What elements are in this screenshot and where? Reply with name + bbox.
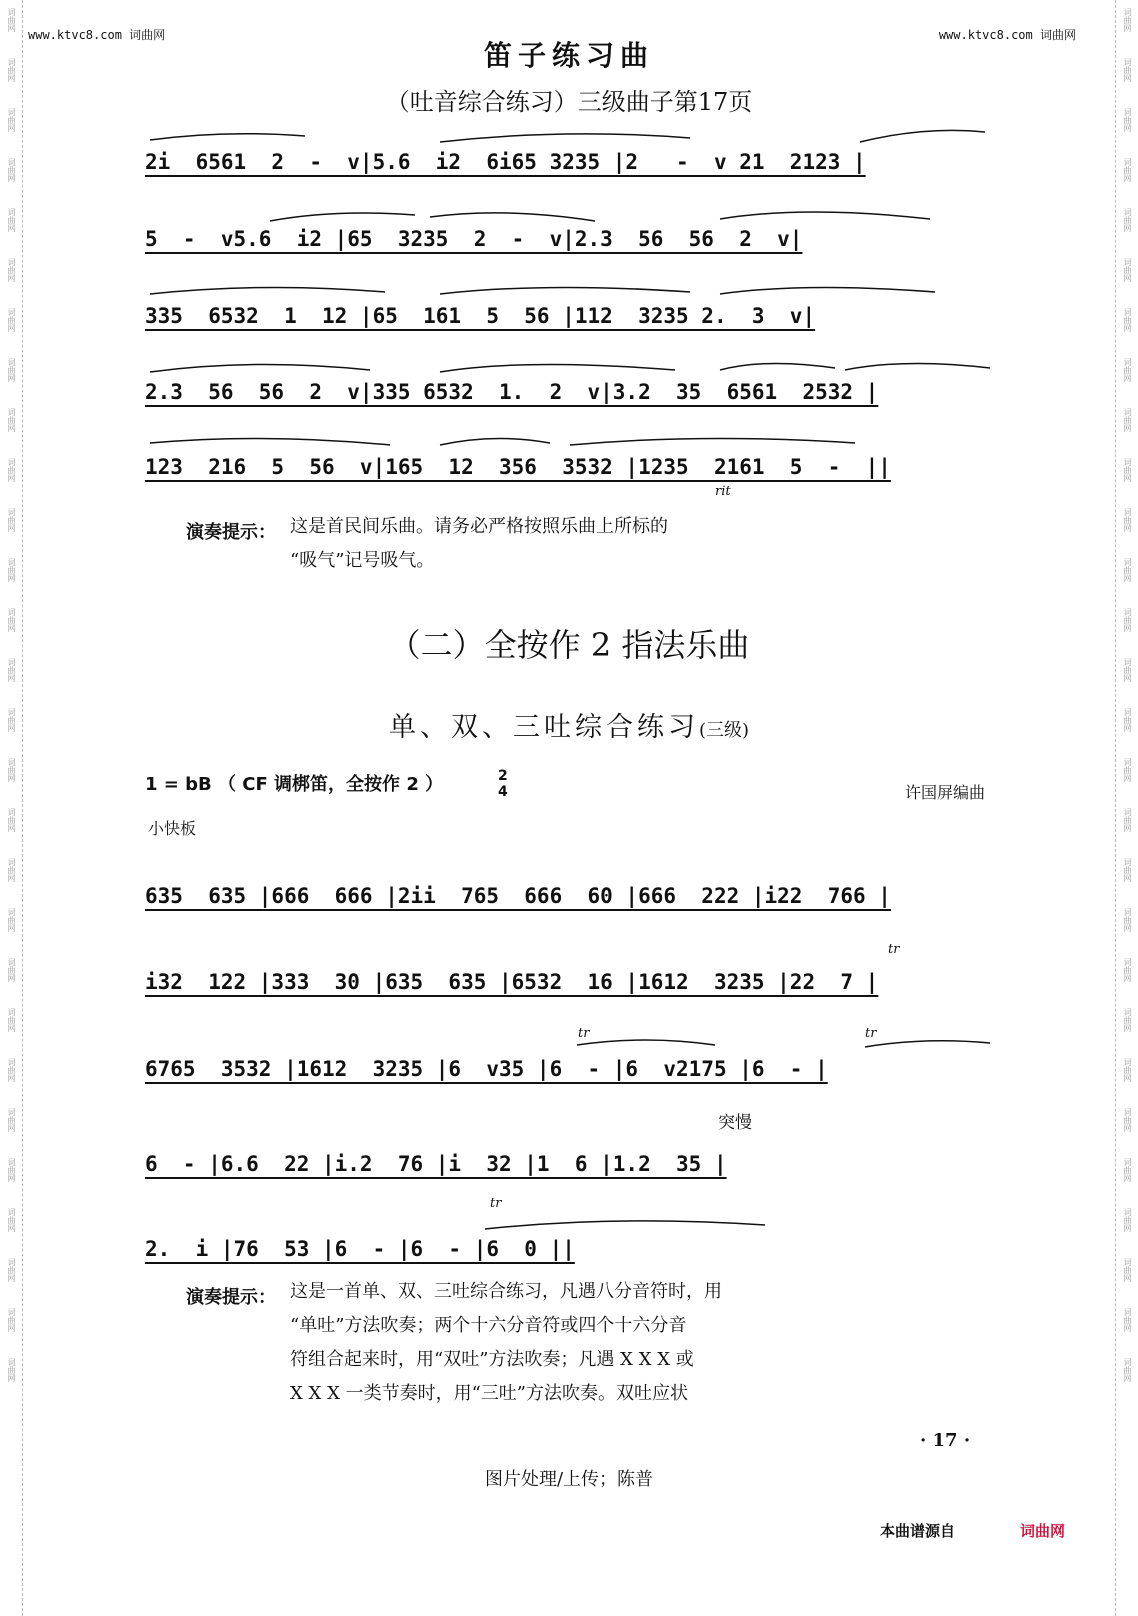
side-watermark-text: 词曲网 [7, 1358, 16, 1382]
side-watermark-text: 词曲网 [1123, 1208, 1132, 1232]
side-watermark-text: 词曲网 [1123, 1308, 1132, 1332]
side-watermark-text: 词曲网 [7, 408, 16, 432]
side-watermark-text: 词曲网 [1123, 708, 1132, 732]
notation-line: 2i 6561 2 - v|5.6 i2 6i65 3235 |2 - v 21 2123 | [145, 150, 866, 174]
notation-line: 635 635 |666 666 |2ii 765 666 60 |666 222 |i22 766 | [145, 884, 891, 908]
piece-title [0, 705, 1138, 744]
side-watermark-text: 词曲网 [7, 58, 16, 82]
side-watermark-text: 词曲网 [7, 658, 16, 682]
side-watermark-text: 词曲网 [7, 258, 16, 282]
side-watermark-text: 词曲网 [7, 158, 16, 182]
side-watermark-text: 词曲网 [1123, 958, 1132, 982]
time-sig-bottom: 4 [498, 784, 508, 800]
sudden-slow-mark: 突慢 [718, 1113, 752, 1133]
notation-line: 2.3 56 56 2 v|335 6532 1. 2 v|3.2 35 6561 2532 | [145, 380, 879, 404]
side-watermark-text: 词曲网 [7, 1258, 16, 1282]
tip-line: “吸气”记号吸气。 [290, 550, 435, 571]
upload-credit: 图片处理/上传；陈普 [484, 1469, 654, 1490]
side-watermark-text: 词曲网 [7, 1058, 16, 1082]
notation-line: 6 - |6.6 22 |i.2 76 |i 32 |1 6 |1.2 35 | [145, 1152, 727, 1176]
tip-label: 演奏提示： [186, 1287, 276, 1308]
score2-row-2 [145, 948, 1025, 1008]
side-watermark-text: 词曲网 [1123, 758, 1132, 782]
side-watermark-text: 词曲网 [1123, 558, 1132, 582]
score1-row-2 [145, 205, 1025, 265]
side-watermark-text: 词曲网 [7, 1158, 16, 1182]
side-watermark-text: 词曲网 [1123, 1258, 1132, 1282]
score1-row-4 [145, 358, 1025, 418]
side-watermark-text: 词曲网 [7, 8, 16, 32]
time-sig-top: 2 [498, 768, 508, 784]
notation-line: 123 216 5 56 v|165 12 356 3532 |1235 2161 5 - || [145, 455, 891, 479]
side-watermark-text: 词曲网 [1123, 1008, 1132, 1032]
tip-line: 这是一首单、双、三吐综合练习，凡遇八分音符时，用 [290, 1281, 722, 1302]
page-subtitle: （吐音综合练习）三级曲子第17页 [385, 88, 753, 116]
side-watermark-text: 词曲网 [7, 458, 16, 482]
rit-mark: rit [715, 484, 731, 499]
side-watermark-text: 词曲网 [1123, 1358, 1132, 1382]
side-watermark-text: 词曲网 [7, 508, 16, 532]
key-signature: 1 = bB （ CF 调梆笛，全按作 2 ） [145, 774, 444, 795]
side-watermark-text: 词曲网 [7, 908, 16, 932]
score2-row-4 [145, 1130, 1025, 1190]
side-watermark-text: 词曲网 [1123, 1158, 1132, 1182]
tip-line: “单吐”方法吹奏；两个十六分音符或四个十六分音 [290, 1315, 687, 1336]
notation-line: 2. i |76 53 |6 - |6 - |6 0 || [145, 1237, 575, 1261]
right-watermark-strip [1115, 0, 1138, 1616]
side-watermark-text: 词曲网 [1123, 308, 1132, 332]
side-watermark-text: 词曲网 [1123, 358, 1132, 382]
side-watermark-text: 词曲网 [1123, 608, 1132, 632]
trill-mark: tr [490, 1196, 502, 1211]
side-watermark-text: 词曲网 [7, 858, 16, 882]
notation-line: 6765 3532 |1612 3235 |6 v35 |6 - |6 v2175 |6 - | [145, 1057, 828, 1081]
tempo-marking: 小快板 [148, 819, 197, 838]
side-watermark-text: 词曲网 [1123, 508, 1132, 532]
tip-line: 符组合起来时，用“双吐”方法吹奏；凡遇 X X X 或 [290, 1349, 694, 1370]
side-watermark-text: 词曲网 [1123, 58, 1132, 82]
trill-mark: tr [888, 942, 900, 957]
side-watermark-text: 词曲网 [7, 1308, 16, 1332]
tip-text [290, 510, 668, 578]
side-watermark-text: 词曲网 [7, 1108, 16, 1132]
side-watermark-text: 词曲网 [1123, 108, 1132, 132]
score1-row-3 [145, 282, 1025, 342]
trill-mark: tr [865, 1026, 877, 1041]
score2-row-3 [145, 1035, 1025, 1095]
time-signature [498, 768, 508, 800]
side-watermark-text: 词曲网 [1123, 158, 1132, 182]
side-watermark-text: 词曲网 [7, 1208, 16, 1232]
notation-line: 5 - v5.6 i2 |65 3235 2 - v|2.3 56 56 2 v| [145, 227, 803, 251]
side-watermark-text: 词曲网 [1123, 208, 1132, 232]
side-watermark-text: 词曲网 [7, 608, 16, 632]
site-name: 词曲网 [1039, 28, 1076, 42]
score1-row-1 [145, 128, 1025, 188]
tip-text [290, 1275, 722, 1411]
tip-line: 这是首民间乐曲。请务必严格按照乐曲上所标的 [290, 516, 668, 537]
piece-name: 单、双、三吐综合练习 [388, 712, 699, 743]
score2-row-5 [145, 1215, 1025, 1275]
side-watermark-text: 词曲网 [7, 208, 16, 232]
section-title: （二）全按作 2 指法乐曲 [388, 626, 750, 664]
side-watermark-text: 词曲网 [7, 308, 16, 332]
notation-line: 335 6532 1 12 |65 161 5 56 |112 3235 2. 3 v| [145, 304, 816, 328]
side-watermark-text: 词曲网 [1123, 258, 1132, 282]
page-title: 笛子练习曲 [483, 39, 654, 72]
side-watermark-text: 词曲网 [1123, 808, 1132, 832]
tip-line: X X X 一类节奏时，用“三吐”方法吹奏。双吐应状 [290, 1383, 689, 1404]
side-watermark-text: 词曲网 [1123, 458, 1132, 482]
arranger: 许国屏编曲 [905, 783, 986, 802]
tip-label: 演奏提示： [186, 522, 276, 543]
site-name: 词曲网 [129, 28, 166, 42]
notation-line: i32 122 |333 30 |635 635 |6532 16 |1612 3235 |22 7 | [145, 970, 879, 994]
source-site-link[interactable]: 词曲网 [1020, 1522, 1066, 1540]
side-watermark-text: 词曲网 [1123, 8, 1132, 32]
side-watermark-text: 词曲网 [7, 808, 16, 832]
side-watermark-text: 词曲网 [7, 108, 16, 132]
page-number: · 17 · [920, 1430, 971, 1451]
piece-level: (三级) [698, 720, 750, 741]
side-watermark-text: 词曲网 [1123, 1108, 1132, 1132]
score1-row-5 [145, 433, 1025, 493]
side-watermark-text: 词曲网 [7, 708, 16, 732]
site-url: www.ktvc8.com [28, 28, 122, 42]
side-watermark-text: 词曲网 [1123, 908, 1132, 932]
side-watermark-text: 词曲网 [7, 558, 16, 582]
side-watermark-text: 词曲网 [1123, 858, 1132, 882]
score2-row-1 [145, 862, 1025, 922]
side-watermark-text: 词曲网 [1123, 658, 1132, 682]
side-watermark-text: 词曲网 [1123, 1058, 1132, 1082]
left-watermark-strip [0, 0, 23, 1616]
site-url: www.ktvc8.com [938, 28, 1033, 42]
side-watermark-text: 词曲网 [1123, 408, 1132, 432]
trill-mark: tr [578, 1026, 590, 1041]
source-label: 本曲谱源自 [880, 1522, 956, 1540]
side-watermark-text: 词曲网 [7, 358, 16, 382]
side-watermark-text: 词曲网 [7, 758, 16, 782]
side-watermark-text: 词曲网 [7, 1008, 16, 1032]
side-watermark-text: 词曲网 [7, 958, 16, 982]
